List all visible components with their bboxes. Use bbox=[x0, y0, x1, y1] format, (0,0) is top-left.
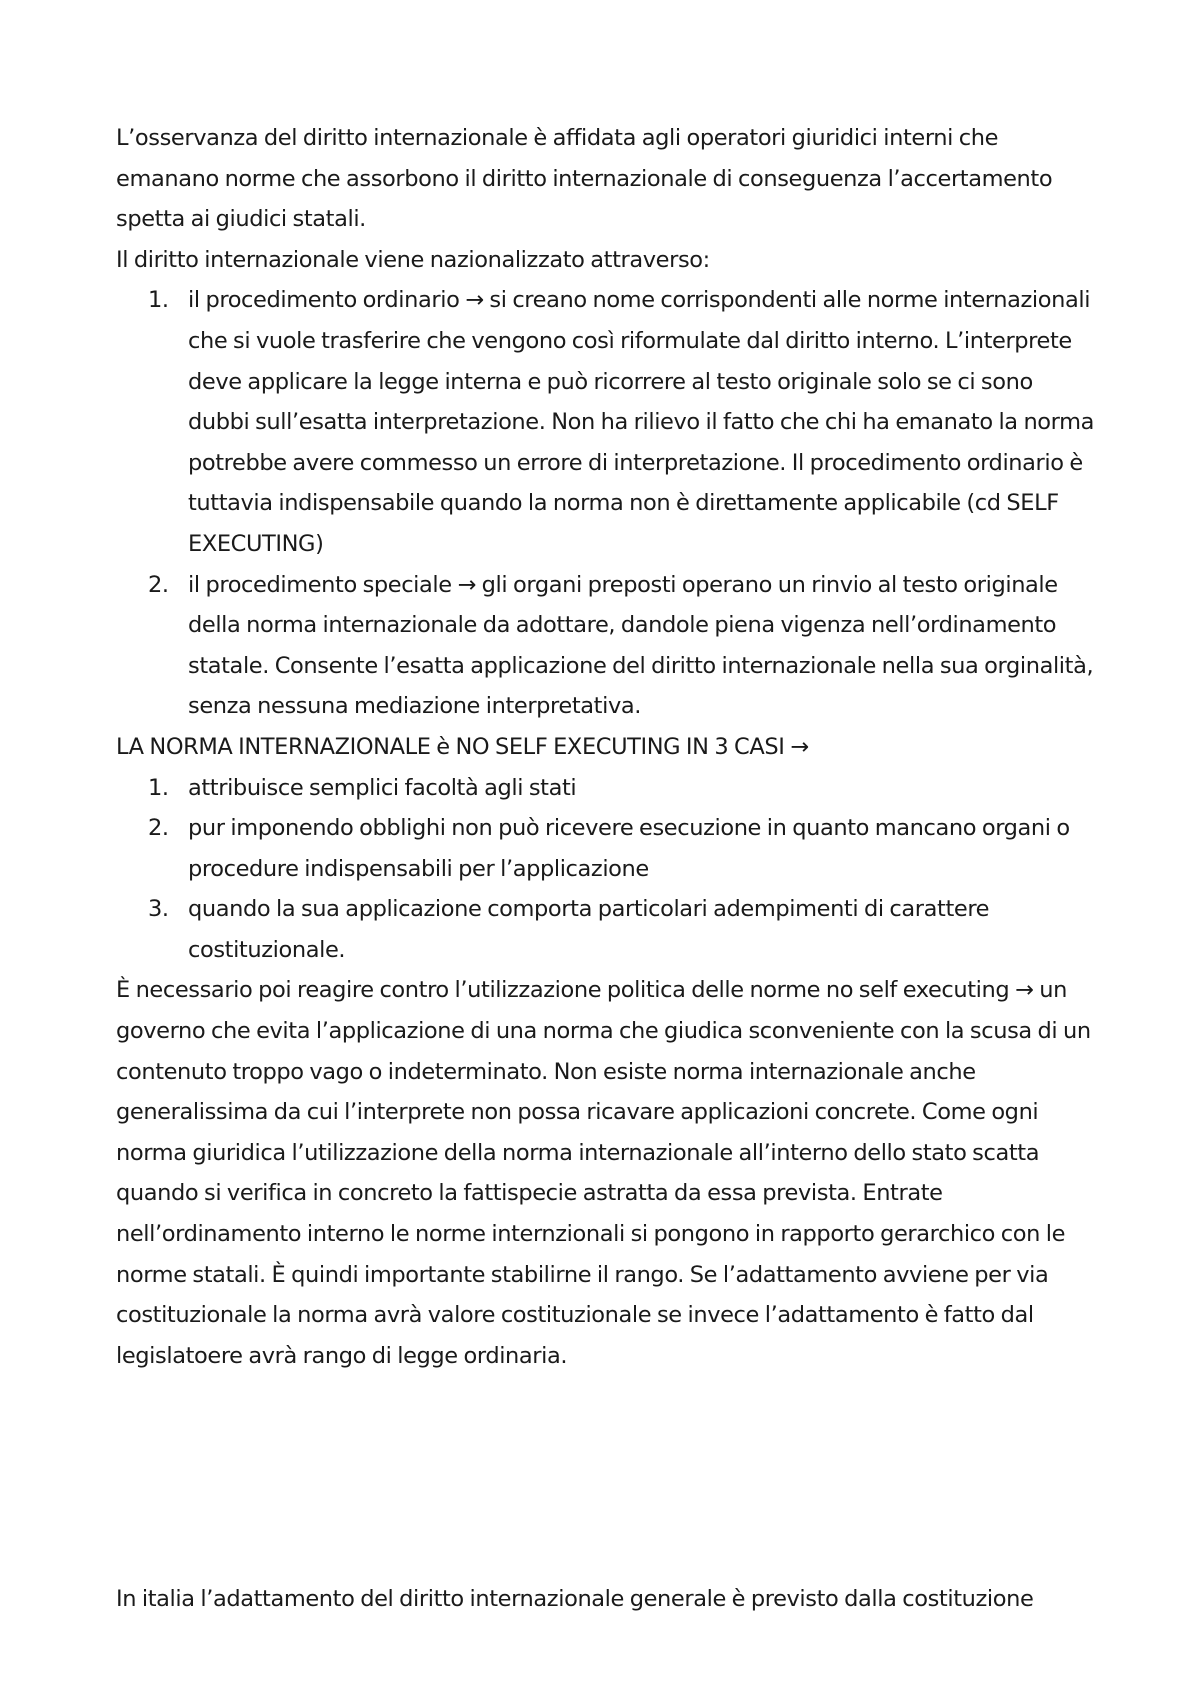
list-item bbox=[116, 565, 1096, 727]
paragraph-no-self-executing-heading: LA NORMA INTERNAZIONALE è NO SELF EXECUTING IN 3 CASI → bbox=[116, 733, 809, 760]
list-item bbox=[116, 768, 1096, 809]
list-item-text: il procedimento ordinario → si creano nome corrispondenti alle norme internazionali che si vuole trasferire che vengono così riformulate dal diritto interno. L’interprete deve applicare la legge interna e può ricorrere al testo originale solo se ci sono dubbi sull’esatta interpretazione. Non ha rilievo il fatto che chi ha emanato la norma potrebbe avere commesso un errore di interpretazione. Il procedimento ordinario è tuttavia indispensabile quando la norma non è direttamente applicabile (cd SELF EXECUTING) bbox=[188, 287, 1095, 557]
list-item bbox=[116, 808, 1096, 889]
list-item-text: il procedimento speciale → gli organi preposti operano un rinvio al testo originale della norma internazionale da adottare, dandole piena vigenza nell’ordinamento statale. Consente l’esatta applicazione del diritto internazionale nella sua orginalità, senza nessuna mediazione interpretativa. bbox=[188, 571, 1094, 720]
list-item bbox=[116, 280, 1096, 564]
list-item-text: quando la sua applicazione comporta particolari adempimenti di carattere costituzionale. bbox=[188, 896, 990, 963]
list-number: 1. bbox=[148, 287, 169, 314]
blank-space bbox=[116, 1376, 1096, 1579]
list-number: 2. bbox=[148, 571, 169, 598]
paragraph-nationalization: Il diritto internazionale viene nazionalizzato attraverso: bbox=[116, 246, 710, 273]
procedures-list bbox=[116, 280, 1096, 727]
paragraph-political-use: È necessario poi reagire contro l’utilizzazione politica delle norme no self executing → un governo che evita l’applicazione di una norma che giudica sconveniente con la scusa di un contenuto troppo vago o indeterminato. Non esiste norma internazionale anche generalissima da cui l’interprete non possa ricavare applicazioni concrete. Come ogni norma giuridica l’utilizzazione della norma internazionale all’interno dello stato scatta quando si verifica in concreto la fattispecie astratta da essa prevista. Entrate nell’ordinamento interno le norme internzionali si pongono in rapporto gerarchico con le norme statali. È quindi importante stabilirne il rango. Se l’adattamento avviene per via costituzionale la norma avrà valore costituzionale se invece l’adattamento è fatto dal legislatoere avrà rango di legge ordinaria. bbox=[116, 977, 1091, 1369]
paragraph-italy: In italia l’adattamento del diritto internazionale generale è previsto dalla costituzione bbox=[116, 1586, 1034, 1613]
cases-list bbox=[116, 768, 1096, 971]
list-item-text: attribuisce semplici facoltà agli stati bbox=[188, 774, 577, 801]
paragraph-intro: L’osservanza del diritto internazionale è affidata agli operatori giuridici interni che emanano norme che assorbono il diritto internazionale di conseguenza l’accertamento spetta ai giudici statali. bbox=[116, 125, 1053, 233]
list-item-text: pur imponendo obblighi non può ricevere esecuzione in quanto mancano organi o procedure indispensabili per l’applicazione bbox=[188, 815, 1070, 882]
list-number: 3. bbox=[148, 896, 169, 923]
list-number: 1. bbox=[148, 774, 169, 801]
document-page bbox=[116, 118, 1096, 1620]
list-number: 2. bbox=[148, 815, 169, 842]
list-item bbox=[116, 889, 1096, 970]
